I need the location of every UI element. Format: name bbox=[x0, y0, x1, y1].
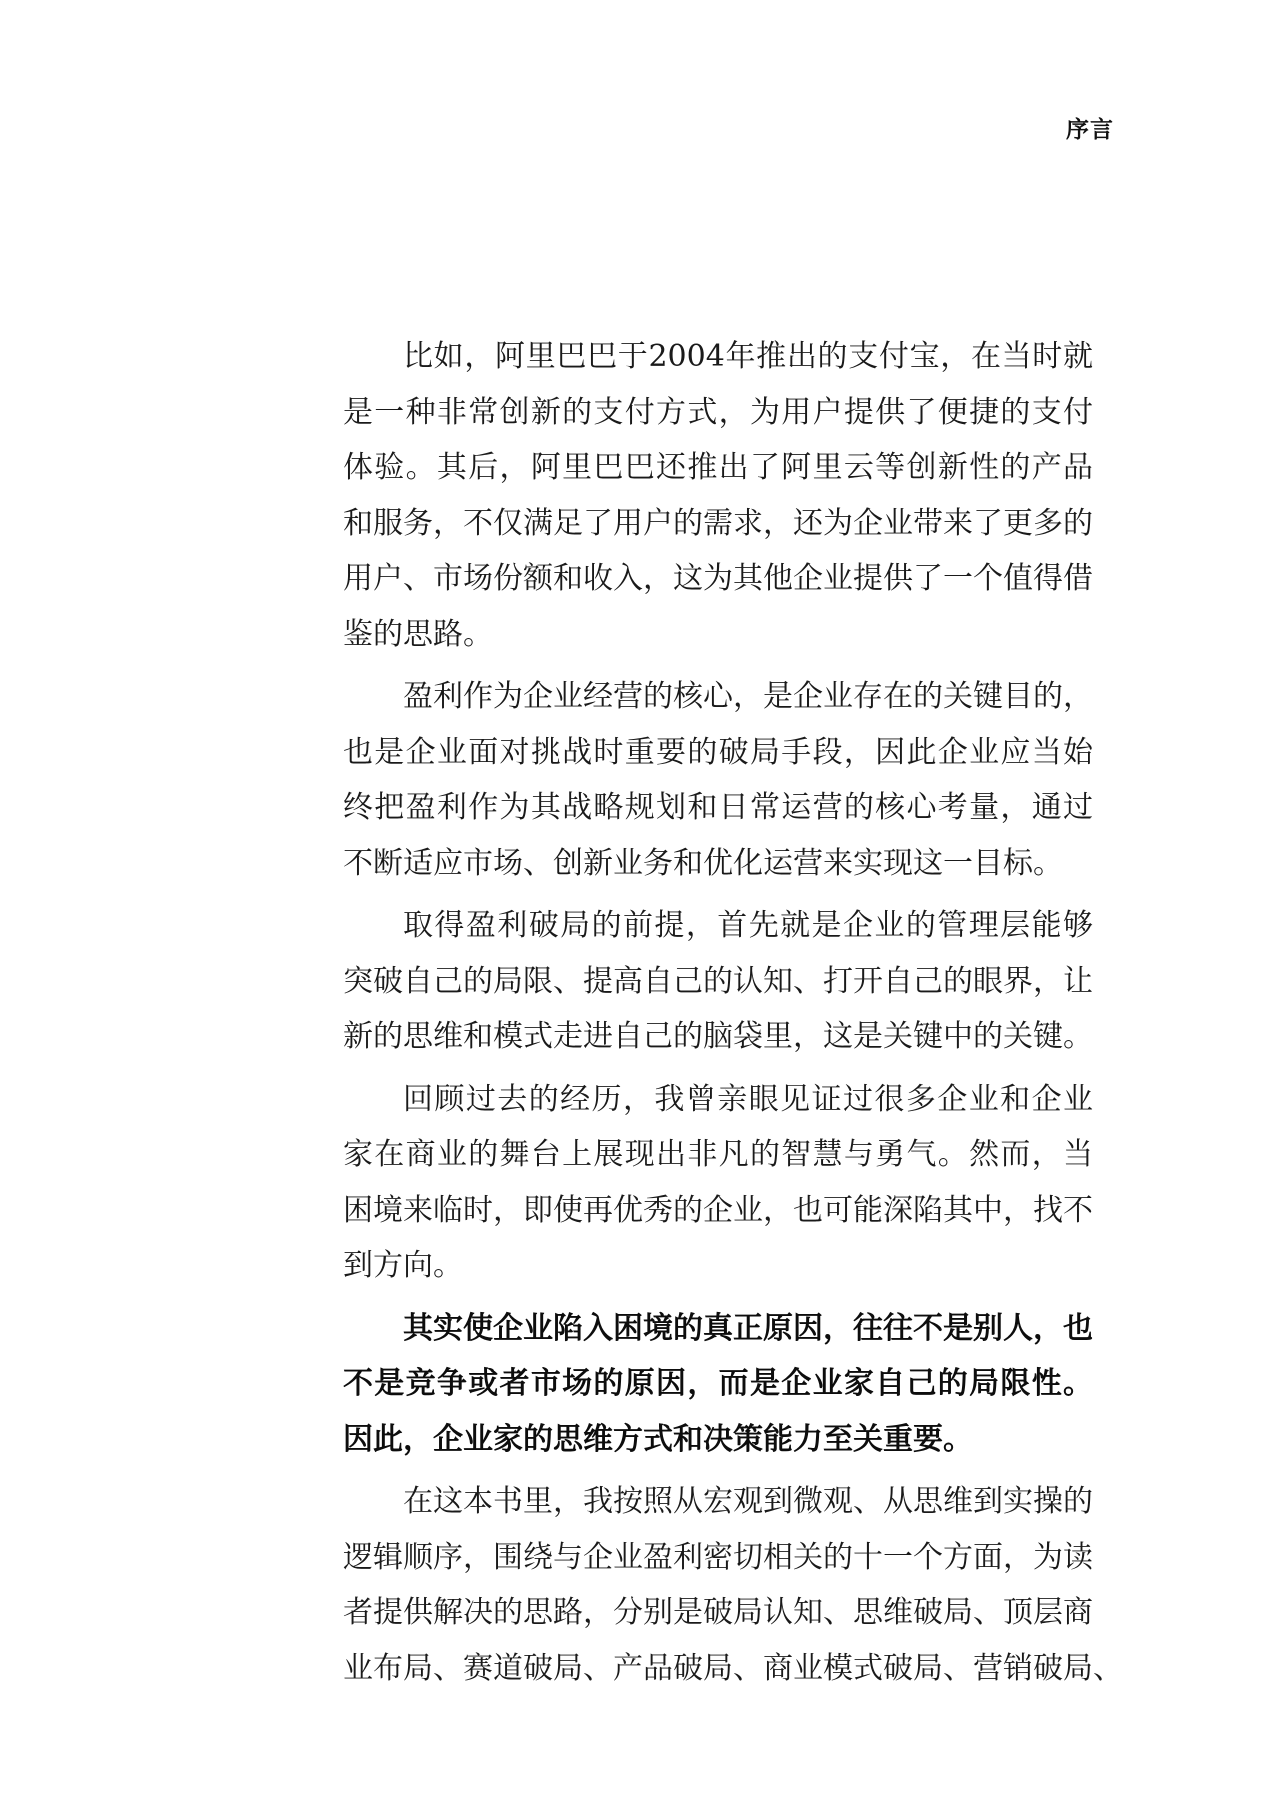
text-line: 家在商业的舞台上展现出非凡的智慧与勇气。然而，当 bbox=[343, 1137, 1093, 1172]
running-header-title: 序言 bbox=[1066, 117, 1114, 143]
text-line: 不断适应市场、创新业务和优化运营来实现这一目标。 bbox=[343, 845, 1063, 881]
paragraph bbox=[343, 329, 1093, 662]
text-line: 用户、市场份额和收入，这为其他企业提供了一个值得借 bbox=[343, 561, 1093, 596]
text-line: 突破自己的局限、提高自己的认知、打开自己的眼界，让 bbox=[343, 963, 1093, 999]
emphasized-paragraph bbox=[343, 1301, 1093, 1468]
text-line: 盈利作为企业经营的核心，是企业存在的关键目的， bbox=[403, 679, 1093, 714]
paragraph bbox=[343, 1474, 1123, 1696]
text-line: 鉴的思路。 bbox=[343, 616, 493, 652]
text-line: 业布局、赛道破局、产品破局、商业模式破局、营销破局、 bbox=[343, 1650, 1123, 1686]
text-line: 其实使企业陷入困境的真正原因，往往不是别人，也 bbox=[403, 1310, 1093, 1346]
text-line: 到方向。 bbox=[343, 1248, 463, 1283]
paragraph bbox=[343, 898, 1093, 1065]
text-line: 回顾过去的经历，我曾亲眼见证过很多企业和企业 bbox=[403, 1081, 1093, 1117]
text-line: 终把盈利作为其战略规划和日常运营的核心考量，通过 bbox=[343, 790, 1093, 825]
text-line: 者提供解决的思路，分别是破局认知、思维破局、顶层商 bbox=[343, 1595, 1093, 1630]
text-line: 取得盈利破局的前提，首先就是企业的管理层能够 bbox=[403, 908, 1093, 943]
text-line: 也是企业面对挑战时重要的破局手段，因此企业应当始 bbox=[343, 734, 1093, 770]
body-text bbox=[343, 329, 1123, 1696]
text-line: 逻辑顺序，围绕与企业盈利密切相关的十一个方面，为读 bbox=[343, 1539, 1093, 1575]
text-line: 是一种非常创新的支付方式，为用户提供了便捷的支付 bbox=[343, 394, 1093, 430]
text-line: 和服务，不仅满足了用户的需求，还为企业带来了更多的 bbox=[343, 505, 1093, 541]
paragraph bbox=[343, 669, 1093, 891]
paragraph bbox=[343, 1072, 1093, 1294]
text-line: 不是竞争或者市场的原因，而是企业家自己的局限性。 bbox=[343, 1366, 1093, 1401]
text-line: 比如，阿里巴巴于2004年推出的支付宝，在当时就 bbox=[403, 339, 1093, 374]
text-line: 困境来临时，即使再优秀的企业，也可能深陷其中，找不 bbox=[343, 1192, 1093, 1228]
text-line: 新的思维和模式走进自己的脑袋里，这是关键中的关键。 bbox=[343, 1019, 1093, 1054]
text-line: 体验。其后，阿里巴巴还推出了阿里云等创新性的产品 bbox=[343, 450, 1093, 485]
text-line: 在这本书里，我按照从宏观到微观、从思维到实操的 bbox=[403, 1484, 1093, 1519]
text-line: 因此，企业家的思维方式和决策能力至关重要。 bbox=[343, 1421, 973, 1457]
